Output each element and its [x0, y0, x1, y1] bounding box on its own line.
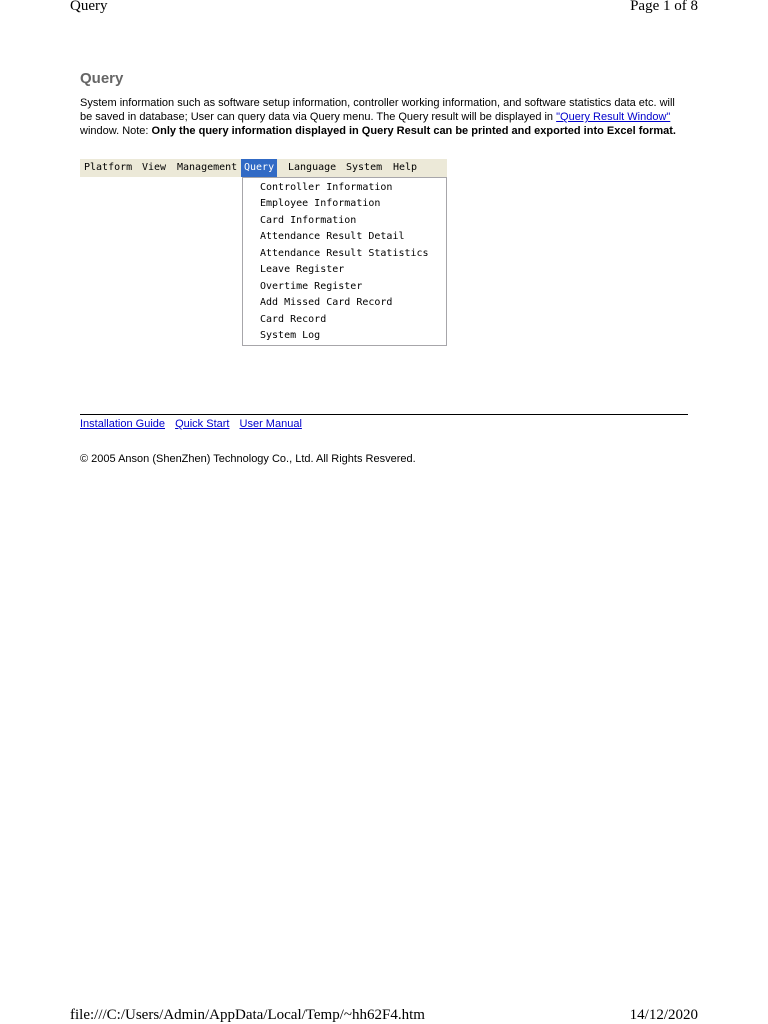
menu-management[interactable]: Management — [177, 162, 238, 173]
intro-note-bold: Only the query information displayed in Query Result can be printed and exported into Excel format. — [151, 125, 676, 137]
print-header-page: Page 1 of 8 — [630, 0, 698, 14]
intro-text-2: window. Note: — [80, 125, 152, 137]
page-title: Query — [80, 70, 124, 87]
menu-system[interactable]: System — [346, 162, 383, 173]
menu-item-card-record[interactable]: Card Record — [260, 314, 327, 325]
footer-divider — [80, 414, 688, 415]
intro-text-1: System information such as software setup information, controller working information, and software statistics data etc. will be saved in database; User can query data via Query menu. The Query result will be displayed in — [80, 97, 675, 123]
menu-item-controller-information[interactable]: Controller Information — [260, 182, 393, 193]
copyright-notice: © 2005 Anson (ShenZhen) Technology Co., Ltd. All Rights Resvered. — [80, 453, 416, 465]
query-result-window-link[interactable]: "Query Result Window" — [556, 111, 671, 123]
menu-language[interactable]: Language — [288, 162, 337, 173]
menu-query[interactable]: Query — [241, 159, 277, 177]
intro-paragraph — [80, 96, 690, 138]
menu-platform[interactable]: Platform — [84, 162, 133, 173]
footer-links — [80, 418, 309, 430]
print-footer-url: file:///C:/Users/Admin/AppData/Local/Temp/~hh62F4.htm — [70, 1007, 425, 1023]
menu-bar — [80, 159, 447, 177]
menu-help[interactable]: Help — [393, 162, 418, 173]
quick-start-link[interactable]: Quick Start — [175, 418, 230, 430]
menu-item-employee-information[interactable]: Employee Information — [260, 198, 381, 209]
query-menu-screenshot — [80, 159, 447, 349]
menu-item-attendance-result-detail[interactable]: Attendance Result Detail — [260, 231, 405, 242]
print-header-title: Query — [70, 0, 108, 14]
menu-item-leave-register[interactable]: Leave Register — [260, 264, 345, 275]
menu-item-overtime-register[interactable]: Overtime Register — [260, 281, 363, 292]
query-dropdown — [242, 177, 447, 346]
print-footer-date: 14/12/2020 — [629, 1007, 698, 1023]
menu-item-attendance-result-statistics[interactable]: Attendance Result Statistics — [260, 248, 429, 259]
installation-guide-link[interactable]: Installation Guide — [80, 418, 165, 430]
menu-item-add-missed-card-record[interactable]: Add Missed Card Record — [260, 297, 393, 308]
user-manual-link[interactable]: User Manual — [239, 418, 302, 430]
document-body — [80, 70, 690, 349]
menu-item-card-information[interactable]: Card Information — [260, 215, 357, 226]
menu-view[interactable]: View — [142, 162, 167, 173]
menu-item-system-log[interactable]: System Log — [260, 330, 321, 341]
